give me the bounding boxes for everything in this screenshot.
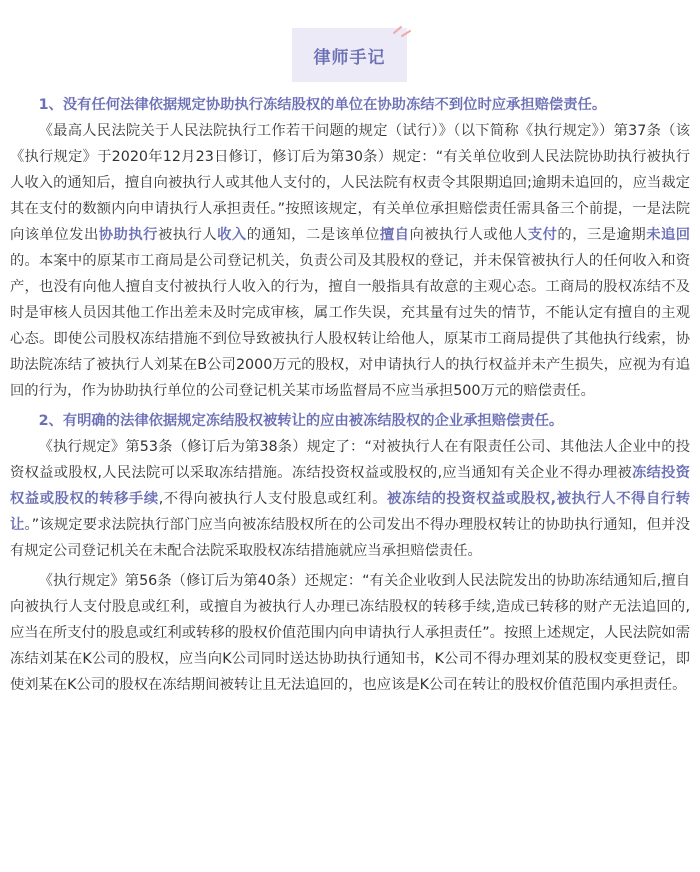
text-run: 。”该规定要求法院执行部门应当向被冻结股权所在的公司发出不得办理股权转让的协助执行通知，但并没有规定公司登记机关在未配合法院采取股权冻结措施就应当承担赔偿责任。 (10, 517, 690, 559)
highlighted-text: 冻结投资权益或股权的转移手续 (10, 465, 691, 507)
text-run: 的通知，二是该单位 (246, 227, 380, 243)
text-run: 《最高人民法院关于人民法院执行工作若干问题的规定（试行）》（以下简称《执行规定》）第37条（该《执行规定》于2020年12月23日修订，修订后为第30条）规定：“有关单位收到人民法院协助执行被执行人收入的通知后，擅自向被执行人或其他人支付的，人民法院有权责令其限期追回;逾期未追回的，应当裁定其在支付的数额内向申请执行人承担责任。”按照该规定，有关单位承担赔偿责任需具备三个前提，一是法院向该单位发出 (10, 123, 690, 243)
decoration-strokes-icon (392, 22, 412, 38)
text-run: 《执行规定》第53条（修订后为第38条）规定了：“对被执行人在有限责任公司、其他法人企业中的投资权益或股权,人民法院可以采取冻结措施。冻结投资权益或股权的,应当通知有关企业不得办理被 (10, 439, 690, 481)
highlighted-text: 被冻结的投资权益或股权,被执行人不得自行转让 (10, 491, 691, 533)
text-run: ,不得向被执行人支付股息或红利。 (158, 491, 388, 507)
text-run: 《执行规定》第56条（修订后为第40条）还规定：“有关企业收到人民法院发出的协助冻结通知后,擅自向被执行人支付股息或红利，或擅自为被执行人办理已冻结股权的转移手续,造成已转移的财产无法追回的,应当在所支付的股息或红利或转移的股权价值范围内向申请执行人承担责任”。按照上述规定，人民法院如需冻结刘某在K公司的股权，应当向K公司同时送达协助执行通知书，K公司不得办理刘某的股权变更登记，即使刘某在K公司的股权在冻结期间被转让且无法追回的，也应该是K公司在转让的股权价值范围内承担责任。 (10, 573, 690, 693)
article-body (10, 92, 690, 698)
highlighted-text: 收入 (217, 227, 247, 243)
section-1-heading: 1、没有任何法律依据规定协助执行冻结股权的单位在协助冻结不到位时应承担赔偿责任。 (38, 97, 607, 113)
section-2-paragraph-1 (10, 434, 690, 564)
highlighted-text: 未追回 (646, 227, 691, 243)
highlighted-text: 擅自 (379, 227, 410, 243)
title-badge (292, 24, 412, 84)
text-run: 被执行人 (157, 227, 218, 243)
section-1-paragraph (10, 118, 690, 404)
badge-title: 律师手记 (292, 28, 407, 82)
section-2-heading: 2、有明确的法律依据规定冻结股权被转让的应由被冻结股权的企业承担赔偿责任。 (38, 413, 564, 429)
highlighted-text: 协助执行 (98, 227, 158, 243)
text-run: 的，三是逾期 (557, 227, 647, 243)
text-run: 的。本案中的原某市工商局是公司登记机关，负责公司及其股权的登记，并未保管被执行人的任何收入和资产，也没有向他人擅自支付被执行人收入的行为，擅自一般指具有故意的主观心态。工商局的股权冻结不及时是审核人员因其他工作出差未及时完成审核，属工作失误，充其量有过失的情节，不能认定有擅自的主观心态。即使公司股权冻结措施不到位导致被执行人股权转让给他人，原某市工商局提供了其他执行线索，协助法院冻结了被执行人刘某在B公司2000万元的股权，对申请执行人的执行权益并未产生损失，应视为有追回的行为，作为协助执行单位的公司登记机关某市场监督局不应当承担500万元的赔偿责任。 (10, 253, 690, 399)
highlighted-text: 支付 (527, 227, 558, 243)
text-run: 向被执行人或他人 (409, 227, 528, 243)
section-2-paragraph-2 (10, 568, 690, 698)
